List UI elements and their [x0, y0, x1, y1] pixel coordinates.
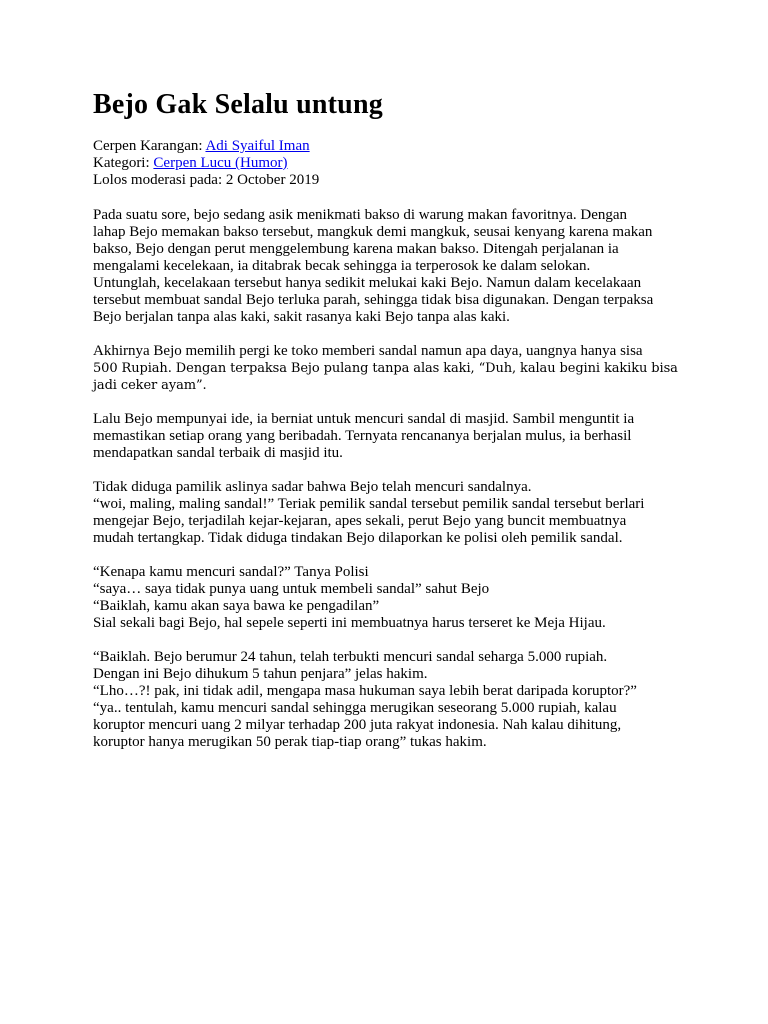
paragraph-line: lahap Bejo memakan bakso tersebut, mangkuk demi mangkuk, seusai kenyang karena makan: [93, 224, 653, 240]
paragraph-line: “Kenapa kamu mencuri sandal?” Tanya Polisi: [93, 564, 369, 580]
story-title: Bejo Gak Selalu untung: [93, 89, 383, 120]
paragraph-line: mengalami kecelekaan, ia ditabrak becak sehingga ia terperosok ke dalam selokan.: [93, 258, 591, 274]
paragraph-line: mendapatkan sandal terbaik di masjid itu.: [93, 445, 343, 461]
paragraph: [93, 207, 683, 326]
paragraph-line: “woi, maling, maling sandal!” Teriak pemilik sandal tersebut pemilik sandal tersebut berlari: [93, 496, 645, 512]
author-line: [93, 138, 683, 155]
story-body: [93, 207, 683, 751]
paragraph-line: mengejar Bejo, terjadilah kejar-kejaran, apes sekali, perut Bejo yang buncit membuatnya: [93, 513, 627, 529]
paragraph: [93, 479, 683, 547]
paragraph-line: Dengan ini Bejo dihukum 5 tahun penjara” jelas hakim.: [93, 666, 428, 682]
category-line: [93, 155, 683, 172]
paragraph-line: Akhirnya Bejo memilih pergi ke toko memberi sandal namun apa daya, uangnya hanya sisa: [93, 343, 643, 359]
paragraph-line: Lalu Bejo mempunyai ide, ia berniat untuk mencuri sandal di masjid. Sambil menguntit ia: [93, 411, 635, 427]
paragraph-line: Untunglah, kecelakaan tersebut hanya sedikit melukai kaki Bejo. Namun dalam kecelakaan: [93, 275, 642, 291]
paragraph: [93, 411, 683, 462]
paragraph-line: “ya.. tentulah, kamu mencuri sandal sehingga merugikan seseorang 5.000 rupiah, kalau: [93, 700, 617, 716]
paragraph-line: “Lho…?! pak, ini tidak adil, mengapa masa hukuman saya lebih berat daripada koruptor?”: [93, 683, 637, 699]
paragraph-line: koruptor mencuri uang 2 milyar terhadap 200 juta rakyat indonesia. Nah kalau dihitung,: [93, 717, 622, 733]
paragraph-line: Tidak diduga pamilik aslinya sadar bahwa Bejo telah mencuri sandalnya.: [93, 479, 532, 495]
document-page: [93, 86, 683, 768]
paragraph-line: koruptor hanya merugikan 50 perak tiap-tiap orang” tukas hakim.: [93, 734, 487, 750]
paragraph-line: mudah tertangkap. Tidak diduga tindakan Bejo dilaporkan ke polisi oleh pemilik sandal.: [93, 530, 623, 546]
paragraph-line: Bejo berjalan tanpa alas kaki, sakit rasanya kaki Bejo tanpa alas kaki.: [93, 309, 510, 325]
paragraph-line: “Baiklah. Bejo berumur 24 tahun, telah terbukti mencuri sandal seharga 5.000 rupiah.: [93, 649, 608, 665]
paragraph: [93, 649, 683, 751]
paragraph: [93, 564, 683, 632]
paragraph-line: tersebut membuat sandal Bejo terluka parah, sehingga tidak bisa digunakan. Dengan terpaksa: [93, 292, 654, 308]
paragraph: [93, 343, 683, 394]
paragraph-line: Sial sekali bagi Bejo, hal sepele seperti ini membuatnya harus terseret ke Meja Hijau.: [93, 615, 606, 631]
paragraph-line: memastikan setiap orang yang beribadah. Ternyata rencananya berjalan mulus, ia berhasil: [93, 428, 632, 444]
paragraph-line: Pada suatu sore, bejo sedang asik menikmati bakso di warung makan favoritnya. Dengan: [93, 207, 628, 223]
author-link[interactable]: Adi Syaiful Iman: [205, 138, 310, 154]
paragraph-line: jadi ceker ayam”.: [93, 378, 207, 393]
paragraph-line: bakso, Bejo dengan perut menggelembung karena makan bakso. Ditengah perjalanan ia: [93, 241, 619, 257]
moderation-date: Lolos moderasi pada: 2 October 2019: [93, 172, 320, 188]
paragraph-line: “Baiklah, kamu akan saya bawa ke pengadilan”: [93, 598, 380, 614]
paragraph-line: 500 Rupiah. Dengan terpaksa Bejo pulang tanpa alas kaki, “Duh, kalau begini kakiku bisa: [93, 361, 678, 376]
paragraph-line: “saya… saya tidak punya uang untuk membeli sandal” sahut Bejo: [93, 581, 490, 597]
author-label: Cerpen Karangan:: [93, 138, 206, 154]
category-link[interactable]: Cerpen Lucu (Humor): [153, 155, 288, 171]
category-label: Kategori:: [93, 155, 154, 171]
story-meta: [93, 138, 683, 189]
